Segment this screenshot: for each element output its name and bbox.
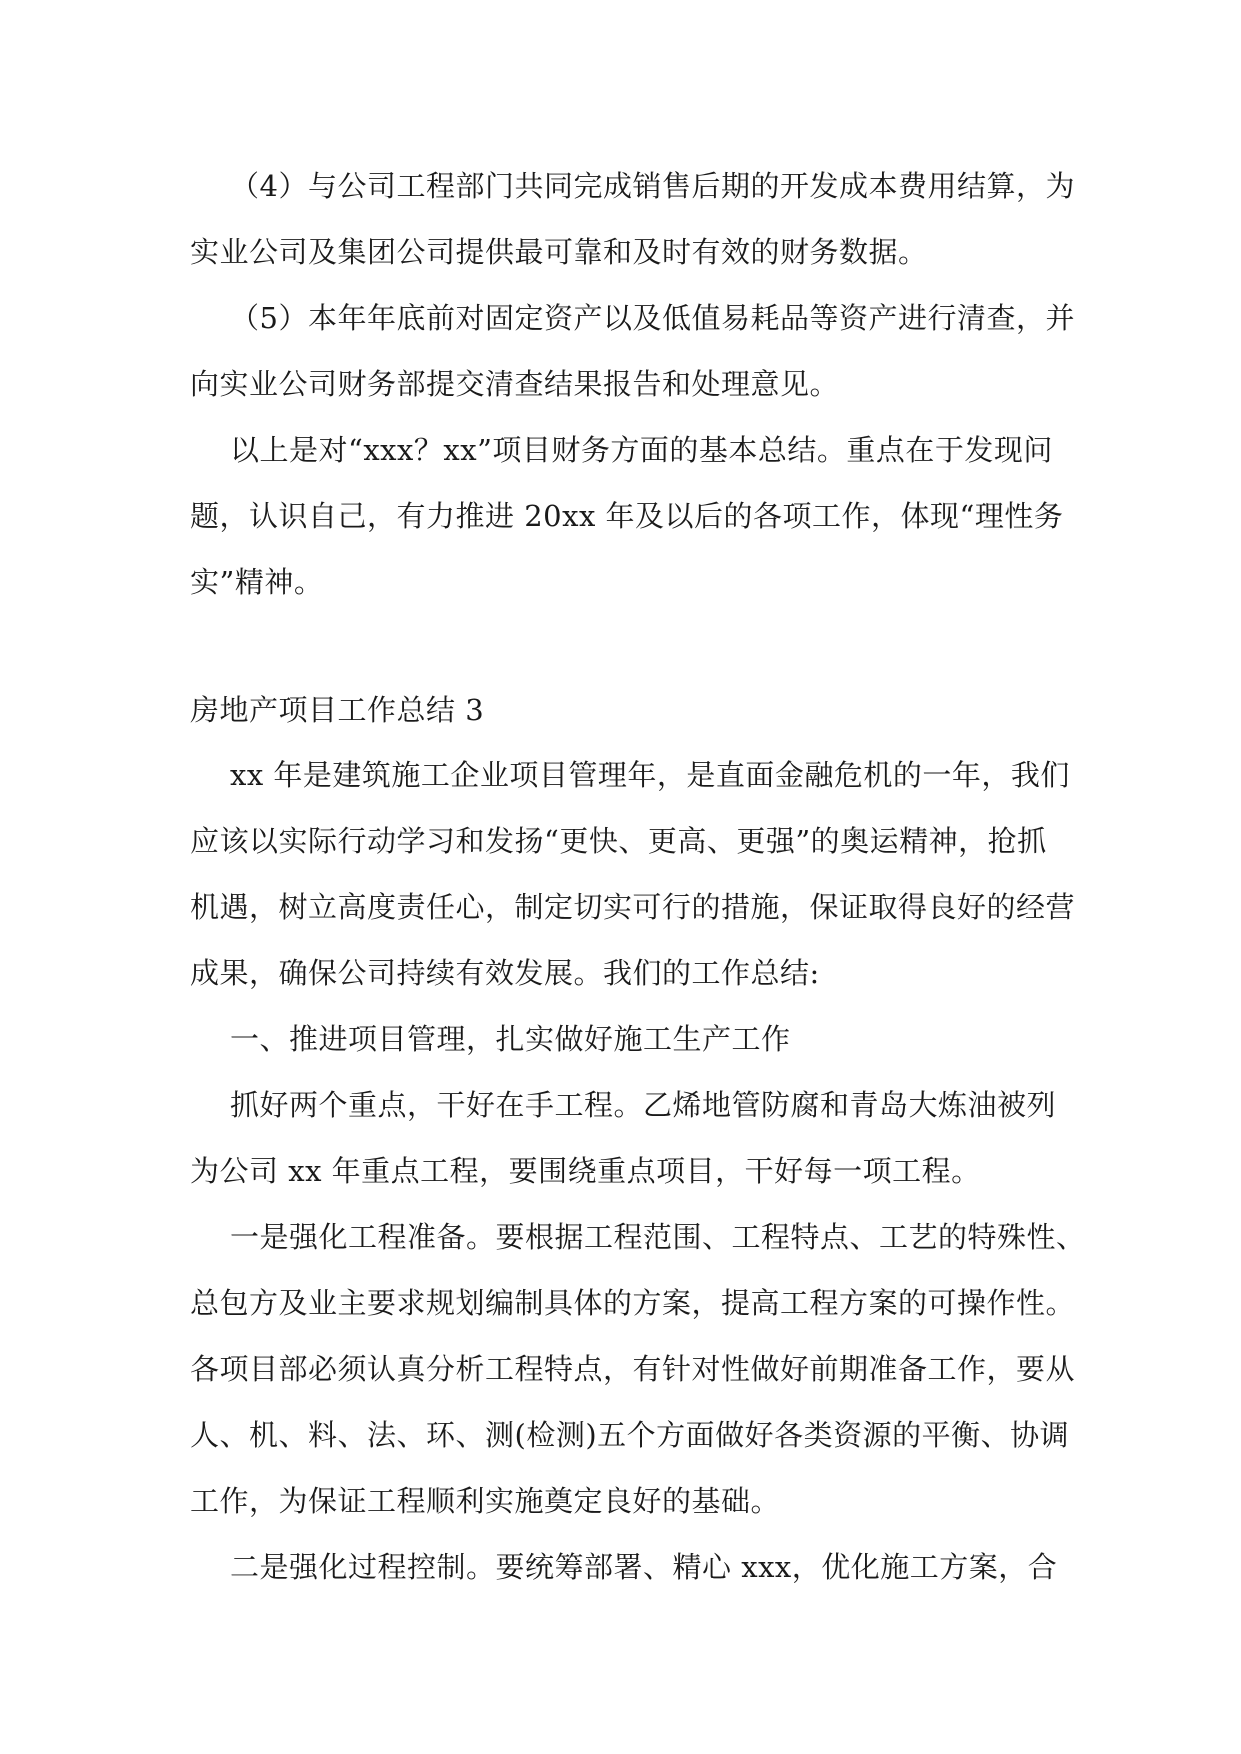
paragraph-line: 抓好两个重点，干好在手工程。乙烯地管防腐和青岛大炼油被列: [230, 1088, 1057, 1122]
paragraph-line: 人、机、料、法、环、测(检测)五个方面做好各类资源的平衡、协调: [190, 1418, 1070, 1452]
paragraph-line: 以上是对“xxx？xx”项目财务方面的基本总结。重点在于发现问: [230, 433, 1053, 467]
paragraph-line: 成果，确保公司持续有效发展。我们的工作总结:: [190, 956, 820, 990]
paragraph-line: xx 年是建筑施工企业项目管理年，是直面金融危机的一年，我们: [230, 758, 1070, 792]
paragraph-line: 总包方及业主要求规划编制具体的方案，提高工程方案的可操作性。: [190, 1286, 1076, 1320]
paragraph-line: 应该以实际行动学习和发扬“更快、更高、更强”的奥运精神，抢抓: [190, 824, 1047, 858]
paragraph-line: 各项目部必须认真分析工程特点，有针对性做好前期准备工作，要从: [190, 1352, 1076, 1386]
paragraph-line: 题，认识自己，有力推进 20xx 年及以后的各项工作，体现“理性务: [190, 499, 1064, 533]
paragraph-line: 为公司 xx 年重点工程，要围绕重点项目，干好每一项工程。: [190, 1154, 981, 1188]
paragraph-line: 实”精神。: [190, 565, 324, 599]
paragraph-line: 机遇，树立高度责任心，制定切实可行的措施，保证取得良好的经营: [190, 890, 1076, 924]
paragraph-line: （4）与公司工程部门共同完成销售后期的开发成本费用结算，为: [230, 169, 1075, 203]
paragraph-line: 工作，为保证工程顺利实施奠定良好的基础。: [190, 1484, 781, 1518]
paragraph-line: 二是强化过程控制。要统筹部署、精心 xxx，优化施工方案，合: [230, 1550, 1058, 1584]
paragraph-line: （5）本年年底前对固定资产以及低值易耗品等资产进行清查，并: [230, 301, 1075, 335]
section-title: 房地产项目工作总结 3: [190, 693, 485, 727]
paragraph-line: 实业公司及集团公司提供最可靠和及时有效的财务数据。: [190, 235, 928, 269]
paragraph-line: 一是强化工程准备。要根据工程范围、工程特点、工艺的特殊性、: [230, 1220, 1086, 1254]
paragraph-line: 向实业公司财务部提交清查结果报告和处理意见。: [190, 367, 840, 401]
subheading: 一、推进项目管理，扎实做好施工生产工作: [230, 1022, 791, 1056]
